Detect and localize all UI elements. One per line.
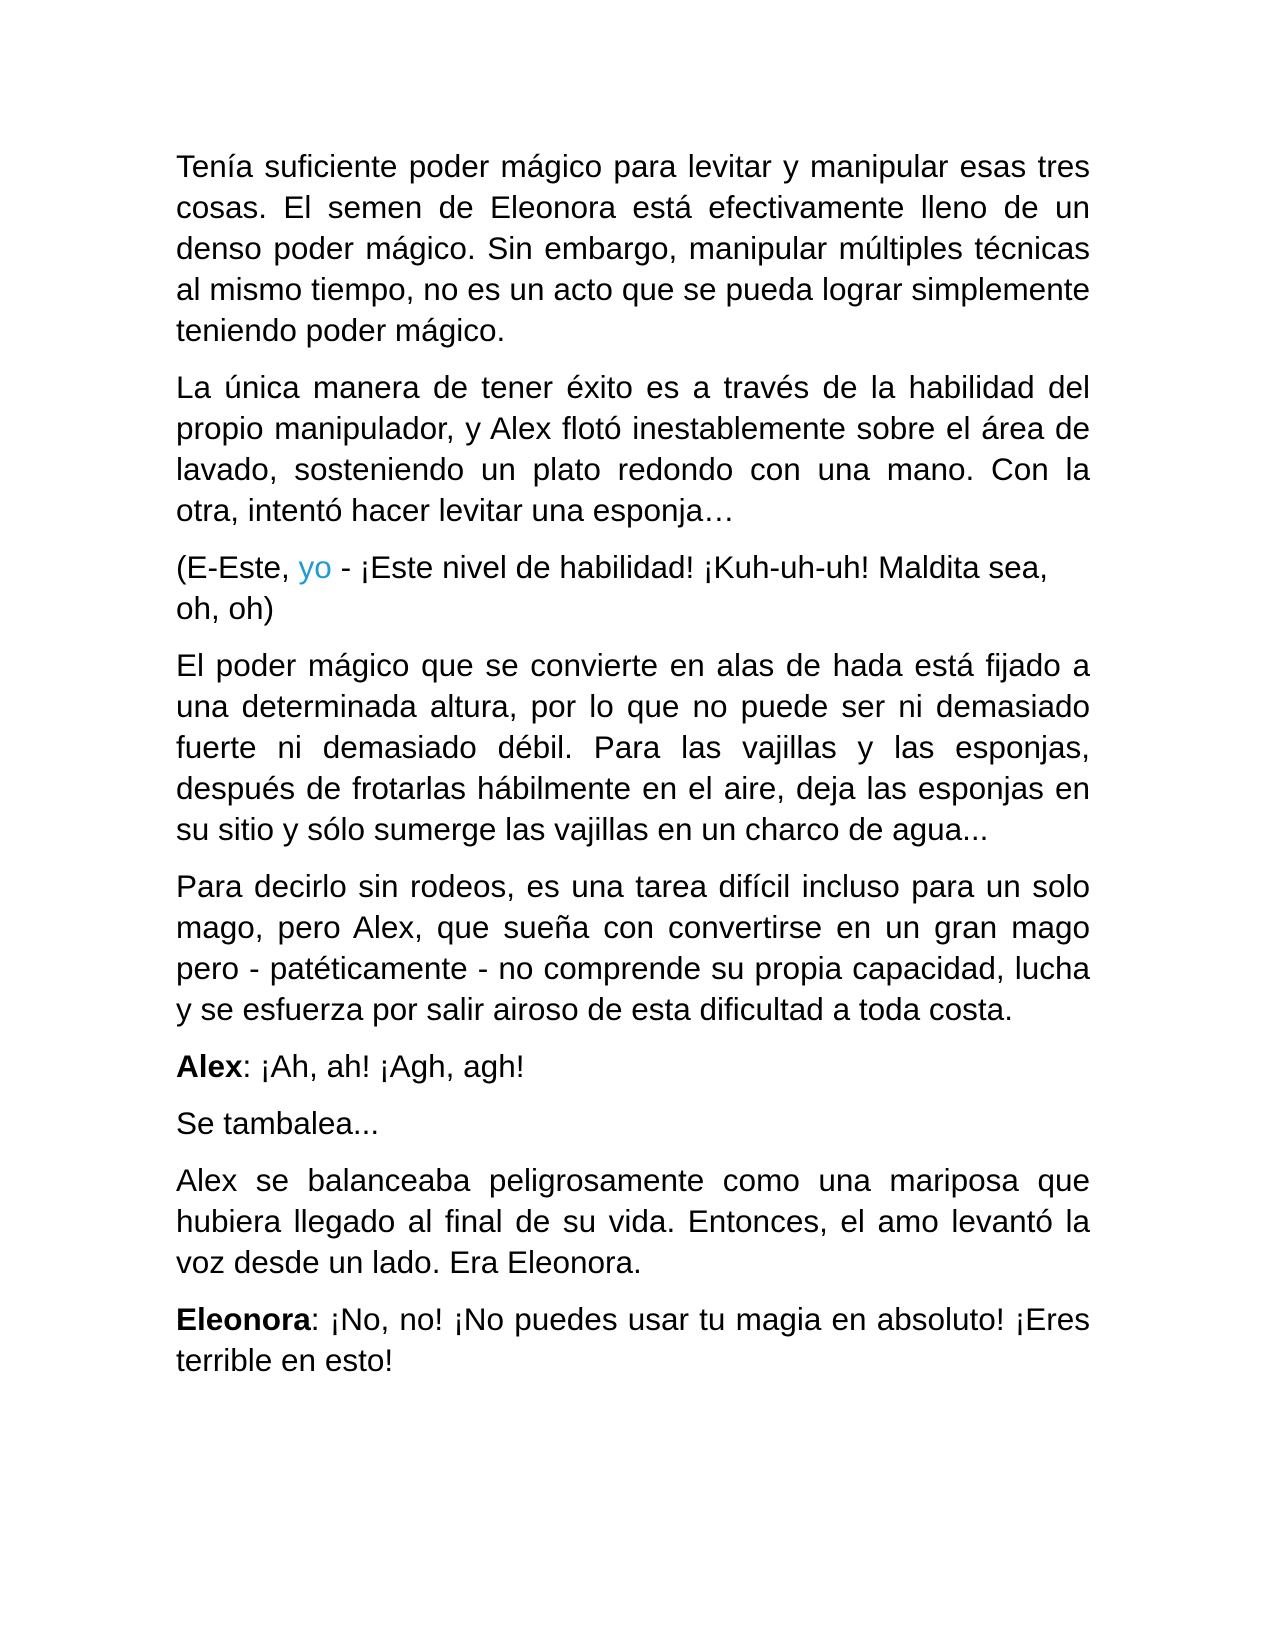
- paragraph-5: Para decirlo sin rodeos, es una tarea difícil incluso para un solo mago, pero Alex, que sueña con convertirse en un gran mago pero - patéticamente - no comprende su propia capacidad, lucha y se esfuerza por salir airoso de esta dificultad a toda costa.: [176, 868, 1090, 1027]
- paragraph-8: Alex se balanceaba peligrosamente como una mariposa que hubiera llegado al final de su vida. Entonces, el amo levantó la voz desde un lado. Era Eleonora.: [176, 1162, 1090, 1280]
- paragraph-3-thought: [176, 547, 1090, 629]
- thought-text-after: - ¡Este nivel de habilidad! ¡Kuh-uh-uh! Maldita sea, oh, oh): [176, 549, 1048, 626]
- dialogue-text-eleonora: : ¡No, no! ¡No puedes usar tu magia en absoluto! ¡Eres terrible en esto!: [176, 1301, 1090, 1378]
- paragraph-4: El poder mágico que se convierte en alas de hada está fijado a una determinada altura, por lo que no puede ser ni demasiado fuerte ni demasiado débil. Para las vajillas y las esponjas, después de frotarlas hábilmente en el aire, deja las esponjas en su sitio y sólo sumerge las vajillas en un charco de agua...: [176, 647, 1090, 847]
- dialogue-text-alex: : ¡Ah, ah! ¡Agh, agh!: [242, 1048, 525, 1084]
- thought-text-before: (E-Este,: [176, 549, 299, 585]
- dialogue-eleonora: [176, 1299, 1090, 1381]
- paragraph-2: La única manera de tener éxito es a través de la habilidad del propio manipulador, y Alex flotó inestablemente sobre el área de lavado, sosteniendo un plato redondo con una mano. Con la otra, intentó hacer levitar una esponja…: [176, 369, 1090, 528]
- highlighted-word: yo: [298, 549, 332, 585]
- document-page: [176, 146, 1090, 1397]
- speaker-name-eleonora: Eleonora: [176, 1301, 311, 1337]
- speaker-name-alex: Alex: [176, 1048, 243, 1084]
- dialogue-alex: [176, 1046, 1090, 1087]
- paragraph-1: Tenía suficiente poder mágico para levitar y manipular esas tres cosas. El semen de Eleonora está efectivamente lleno de un denso poder mágico. Sin embargo, manipular múltiples técnicas al mismo tiempo, no es un acto que se pueda lograr simplemente teniendo poder mágico.: [176, 148, 1090, 348]
- paragraph-7: Se tambalea...: [176, 1105, 380, 1141]
